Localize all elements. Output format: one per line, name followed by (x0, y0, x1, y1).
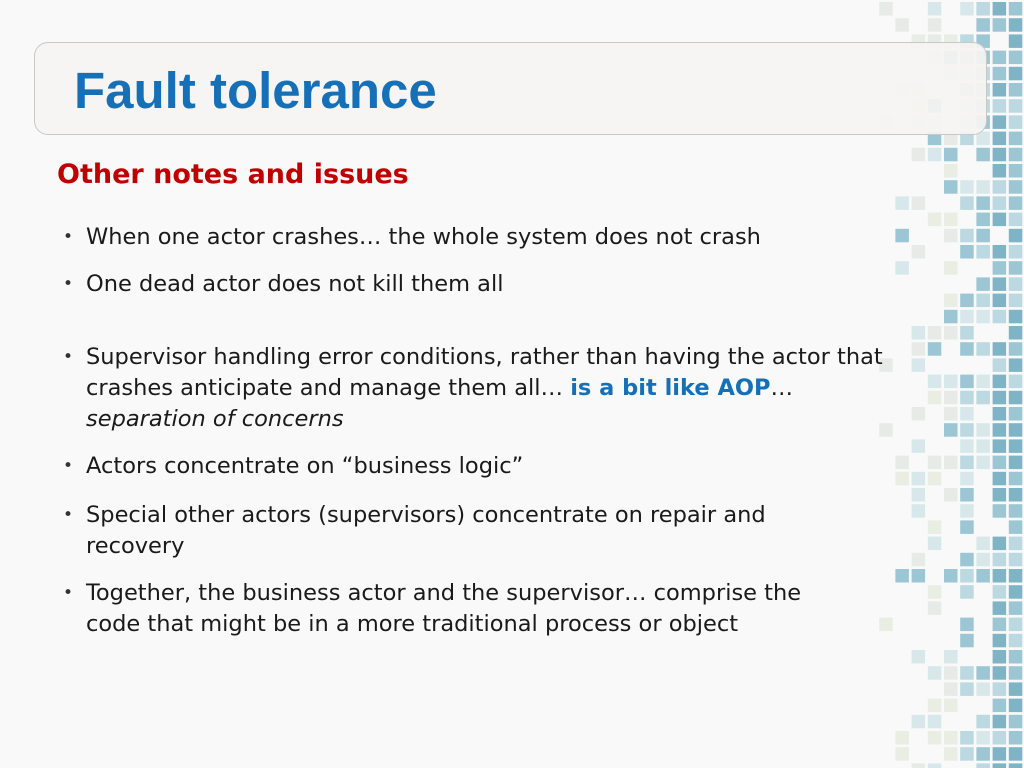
mosaic-tile (1009, 585, 1023, 599)
mosaic-tile (993, 618, 1007, 632)
mosaic-tile (1009, 472, 1023, 486)
mosaic-tile (944, 423, 958, 437)
mosaic-tile (912, 439, 926, 453)
mosaic-tile (993, 18, 1007, 32)
mosaic-tile (1009, 569, 1023, 583)
bullet-dot: • (63, 274, 74, 294)
mosaic-tile (993, 504, 1007, 518)
mosaic-tile (976, 553, 990, 567)
mosaic-tile (993, 196, 1007, 210)
mosaic-tile (912, 650, 926, 664)
bullet-dot: • (63, 456, 74, 476)
bullet-item (63, 500, 816, 562)
mosaic-tile (1009, 407, 1023, 421)
mosaic-tile (993, 488, 1007, 502)
mosaic-tile (912, 148, 926, 162)
mosaic-tile (944, 747, 958, 761)
mosaic-tile (879, 2, 893, 16)
mosaic-tile (944, 456, 958, 470)
mosaic-tile (960, 310, 974, 324)
mosaic-tile (912, 569, 926, 583)
mosaic-tile (960, 375, 974, 389)
mosaic-tile (944, 650, 958, 664)
mosaic-tile (993, 715, 1007, 729)
mosaic-tile (944, 213, 958, 227)
mosaic-tile (976, 666, 990, 680)
mosaic-tile (976, 229, 990, 243)
mosaic-tile (960, 391, 974, 405)
mosaic-tile (1009, 618, 1023, 632)
mosaic-tile (976, 731, 990, 745)
mosaic-tile (895, 229, 909, 243)
mosaic-tile (993, 213, 1007, 227)
mosaic-tile (944, 180, 958, 194)
mosaic-tile (1009, 601, 1023, 615)
mosaic-tile (895, 196, 909, 210)
mosaic-tile (944, 699, 958, 713)
mosaic-tile (1009, 2, 1023, 16)
mosaic-tile (912, 715, 926, 729)
mosaic-tile (928, 537, 942, 551)
mosaic-tile (976, 18, 990, 32)
mosaic-tile (1009, 342, 1023, 356)
mosaic-tile (1009, 666, 1023, 680)
mosaic-tile (928, 763, 942, 768)
mosaic-tile (993, 472, 1007, 486)
slide-subtitle: Other notes and issues (57, 159, 409, 190)
mosaic-tile (993, 180, 1007, 194)
bullet-dot: • (63, 583, 74, 603)
mosaic-tile (944, 731, 958, 745)
mosaic-tile (1009, 375, 1023, 389)
mosaic-tile (993, 456, 1007, 470)
mosaic-tile (960, 196, 974, 210)
bullet-dot: • (63, 505, 74, 525)
mosaic-tile (1009, 180, 1023, 194)
mosaic-tile (895, 18, 909, 32)
mosaic-tile (960, 618, 974, 632)
mosaic-tile (944, 391, 958, 405)
mosaic-tile (928, 18, 942, 32)
mosaic-tile (1009, 650, 1023, 664)
mosaic-tile (1009, 423, 1023, 437)
mosaic-tile (944, 310, 958, 324)
mosaic-tile (895, 472, 909, 486)
bullet-text: Supervisor handling error conditions, rather than having the actor that crashes anticipate and manage them all… (86, 344, 883, 401)
mosaic-tile (944, 164, 958, 178)
mosaic-tile (912, 326, 926, 340)
mosaic-tile (976, 715, 990, 729)
mosaic-tile (993, 650, 1007, 664)
mosaic-tile (928, 666, 942, 680)
mosaic-tile (993, 537, 1007, 551)
mosaic-tile (993, 310, 1007, 324)
mosaic-tile (895, 261, 909, 275)
mosaic-tile (960, 472, 974, 486)
mosaic-tile (993, 342, 1007, 356)
mosaic-tile (1009, 747, 1023, 761)
mosaic-tile (976, 423, 990, 437)
mosaic-tile (960, 520, 974, 534)
separation-of-concerns-text: separation of concerns (86, 406, 344, 432)
mosaic-tile (912, 407, 926, 421)
mosaic-tile (976, 277, 990, 291)
mosaic-tile (1009, 326, 1023, 340)
mosaic-tile (960, 634, 974, 648)
mosaic-tile (993, 634, 1007, 648)
mosaic-tile (1009, 731, 1023, 745)
mosaic-tile (993, 148, 1007, 162)
mosaic-tile (1009, 196, 1023, 210)
mosaic-tile (944, 294, 958, 308)
mosaic-tile (1009, 67, 1023, 81)
mosaic-tile (895, 747, 909, 761)
mosaic-tile (960, 731, 974, 745)
mosaic-tile (1009, 245, 1023, 259)
mosaic-tile (1009, 132, 1023, 146)
mosaic-tile (895, 456, 909, 470)
mosaic-tile (976, 747, 990, 761)
bullet-text: Actors concentrate on “business logic” (86, 453, 524, 479)
mosaic-tile (993, 375, 1007, 389)
mosaic-tile (1009, 83, 1023, 97)
mosaic-tile (928, 213, 942, 227)
mosaic-tile (1009, 504, 1023, 518)
mosaic-tile (944, 407, 958, 421)
aop-highlight: is a bit like AOP (570, 375, 771, 401)
mosaic-tile (928, 472, 942, 486)
bullet-item (63, 269, 886, 300)
mosaic-tile (993, 666, 1007, 680)
mosaic-tile (1009, 715, 1023, 729)
mosaic-tile (879, 618, 893, 632)
mosaic-tile (944, 375, 958, 389)
mosaic-tile (960, 229, 974, 243)
mosaic-tile (960, 294, 974, 308)
mosaic-tile (944, 488, 958, 502)
mosaic-tile (976, 180, 990, 194)
mosaic-tile (912, 763, 926, 768)
mosaic-tile (993, 439, 1007, 453)
mosaic-tile (976, 763, 990, 768)
mosaic-tile (944, 682, 958, 696)
mosaic-tile (912, 245, 926, 259)
mosaic-tile (976, 456, 990, 470)
bullet-item (63, 578, 846, 640)
bullet-text: Together, the business actor and the supervisor… comprise the code that might be in a more traditional process or object (86, 580, 802, 637)
mosaic-tile (928, 326, 942, 340)
mosaic-tile (944, 326, 958, 340)
mosaic-tile (993, 358, 1007, 372)
mosaic-tile (976, 569, 990, 583)
mosaic-tile (912, 553, 926, 567)
mosaic-tile (1009, 34, 1023, 48)
mosaic-tile (993, 423, 1007, 437)
mosaic-tile (928, 148, 942, 162)
mosaic-tile (993, 585, 1007, 599)
mosaic-tile (895, 731, 909, 745)
mosaic-tile (912, 196, 926, 210)
mosaic-tile (993, 699, 1007, 713)
bullet-dot: • (63, 227, 74, 247)
bullet-text-ellipsis: … (770, 375, 793, 401)
mosaic-tile (976, 682, 990, 696)
mosaic-tile (976, 245, 990, 259)
mosaic-tile (944, 569, 958, 583)
bullet-text: One dead actor does not kill them all (86, 271, 504, 297)
mosaic-tile (1009, 277, 1023, 291)
mosaic-tile (976, 196, 990, 210)
mosaic-tile (993, 391, 1007, 405)
mosaic-tile (928, 699, 942, 713)
mosaic-tile (993, 277, 1007, 291)
mosaic-tile (1009, 213, 1023, 227)
mosaic-tile (960, 407, 974, 421)
mosaic-tile (1009, 164, 1023, 178)
mosaic-tile (912, 358, 926, 372)
mosaic-tile (993, 83, 1007, 97)
mosaic-tile (1009, 520, 1023, 534)
mosaic-tile (993, 553, 1007, 567)
mosaic-tile (1009, 763, 1023, 768)
mosaic-tile (960, 326, 974, 340)
mosaic-tile (928, 520, 942, 534)
mosaic-tile (960, 569, 974, 583)
mosaic-tile (912, 488, 926, 502)
mosaic-tile (944, 229, 958, 243)
mosaic-tile (993, 601, 1007, 615)
mosaic-tile (1009, 261, 1023, 275)
mosaic-tile (993, 164, 1007, 178)
mosaic-tile (912, 472, 926, 486)
mosaic-tile (960, 2, 974, 16)
mosaic-tile (895, 569, 909, 583)
mosaic-tile (960, 180, 974, 194)
mosaic-tile (928, 342, 942, 356)
mosaic-tile (944, 666, 958, 680)
mosaic-tile (993, 569, 1007, 583)
mosaic-tile (928, 375, 942, 389)
bullet-item (63, 222, 886, 253)
bullet-text: Special other actors (supervisors) concentrate on repair and recovery (86, 502, 766, 559)
mosaic-tile (1009, 310, 1023, 324)
mosaic-tile (993, 294, 1007, 308)
mosaic-tile (993, 51, 1007, 65)
mosaic-tile (1009, 294, 1023, 308)
mosaic-tile (1009, 229, 1023, 243)
mosaic-tile (960, 342, 974, 356)
mosaic-tile (1009, 439, 1023, 453)
mosaic-tile (1009, 634, 1023, 648)
mosaic-tile (1009, 553, 1023, 567)
mosaic-tile (976, 310, 990, 324)
mosaic-tile (1009, 51, 1023, 65)
mosaic-tile (928, 585, 942, 599)
mosaic-tile (960, 666, 974, 680)
mosaic-tile (1009, 537, 1023, 551)
mosaic-tile (993, 132, 1007, 146)
mosaic-tile (944, 148, 958, 162)
bullet-dot: • (63, 347, 74, 367)
mosaic-tile (993, 261, 1007, 275)
mosaic-tile (993, 67, 1007, 81)
mosaic-tile (1009, 99, 1023, 113)
mosaic-tile (993, 99, 1007, 113)
mosaic-tile (1009, 18, 1023, 32)
mosaic-tile (1009, 148, 1023, 162)
mosaic-tile (912, 342, 926, 356)
mosaic-tile (976, 2, 990, 16)
mosaic-tile (960, 682, 974, 696)
mosaic-tile (928, 391, 942, 405)
mosaic-tile (993, 682, 1007, 696)
mosaic-tile (928, 2, 942, 16)
bullet-text: When one actor crashes… the whole system does not crash (86, 224, 761, 250)
mosaic-tile (993, 731, 1007, 745)
mosaic-tile (960, 553, 974, 567)
mosaic-tile (960, 456, 974, 470)
mosaic-tile (912, 504, 926, 518)
mosaic-tile (976, 342, 990, 356)
mosaic-tile (928, 456, 942, 470)
mosaic-tile (976, 391, 990, 405)
mosaic-tile (960, 488, 974, 502)
mosaic-tile (993, 245, 1007, 259)
mosaic-tile (976, 213, 990, 227)
mosaic-tile (993, 747, 1007, 761)
mosaic-tile (1009, 699, 1023, 713)
mosaic-tile (960, 439, 974, 453)
mosaic-tile (976, 375, 990, 389)
mosaic-tile (960, 245, 974, 259)
mosaic-tile (1009, 682, 1023, 696)
mosaic-tile (960, 504, 974, 518)
mosaic-tile (944, 261, 958, 275)
mosaic-tile (993, 763, 1007, 768)
mosaic-tile (976, 294, 990, 308)
bullet-item (63, 451, 886, 482)
mosaic-tile (1009, 358, 1023, 372)
mosaic-tile (1009, 488, 1023, 502)
slide-title: Fault tolerance (74, 62, 437, 119)
mosaic-tile (993, 2, 1007, 16)
mosaic-tile (1009, 391, 1023, 405)
mosaic-tile (928, 731, 942, 745)
mosaic-tile (976, 537, 990, 551)
mosaic-tile (993, 407, 1007, 421)
mosaic-tile (1009, 115, 1023, 128)
mosaic-tile (1009, 456, 1023, 470)
mosaic-tile (960, 585, 974, 599)
mosaic-tile (928, 601, 942, 615)
mosaic-tile (976, 439, 990, 453)
mosaic-tile (976, 148, 990, 162)
bullet-item (63, 342, 886, 435)
mosaic-tile (960, 747, 974, 761)
mosaic-tile (960, 423, 974, 437)
mosaic-tile (993, 115, 1007, 128)
mosaic-tile (928, 715, 942, 729)
